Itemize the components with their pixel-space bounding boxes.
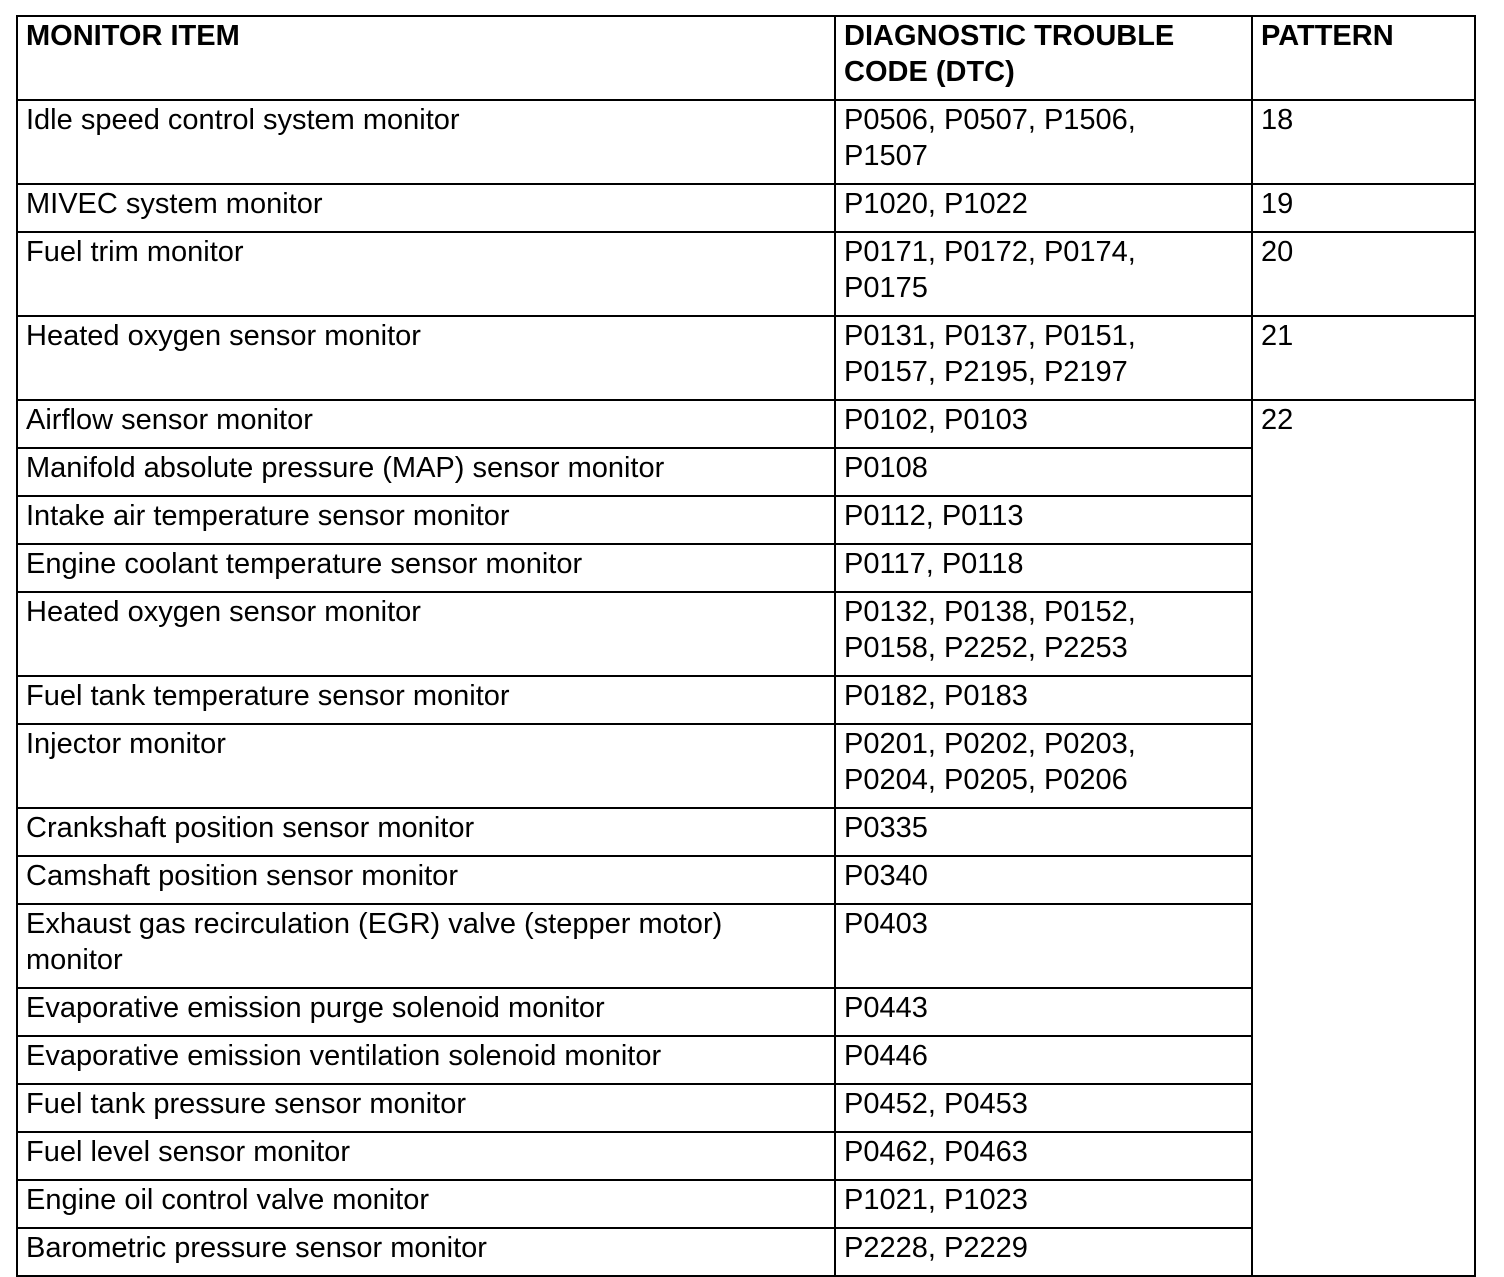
header-dtc: DIAGNOSTIC TROUBLE CODE (DTC): [835, 16, 1252, 100]
table-row: [17, 316, 1475, 400]
monitor-item-cell: Injector monitor: [17, 724, 835, 808]
monitor-item-cell: Engine coolant temperature sensor monitor: [17, 544, 835, 592]
dtc-cell: P0171, P0172, P0174, P0175: [835, 232, 1252, 316]
monitor-item-cell: Fuel trim monitor: [17, 232, 835, 316]
header-pattern: PATTERN: [1252, 16, 1475, 100]
monitor-item-cell: Fuel level sensor monitor: [17, 1132, 835, 1180]
dtc-cell: P0443: [835, 988, 1252, 1036]
dtc-cell: P1021, P1023: [835, 1180, 1252, 1228]
pattern-cell: 21: [1252, 316, 1475, 400]
pattern-cell: 22: [1252, 400, 1475, 1276]
monitor-item-cell: Evaporative emission purge solenoid monitor: [17, 988, 835, 1036]
monitor-item-cell: Exhaust gas recirculation (EGR) valve (stepper motor) monitor: [17, 904, 835, 988]
dtc-cell: P0112, P0113: [835, 496, 1252, 544]
pattern-cell: 18: [1252, 100, 1475, 184]
monitor-item-cell: Evaporative emission ventilation solenoid monitor: [17, 1036, 835, 1084]
dtc-cell: P0452, P0453: [835, 1084, 1252, 1132]
dtc-cell: P0132, P0138, P0152, P0158, P2252, P2253: [835, 592, 1252, 676]
monitor-item-cell: Heated oxygen sensor monitor: [17, 316, 835, 400]
header-monitor-item: MONITOR ITEM: [17, 16, 835, 100]
monitor-item-cell: Crankshaft position sensor monitor: [17, 808, 835, 856]
pattern-cell: 20: [1252, 232, 1475, 316]
dtc-cell: P0403: [835, 904, 1252, 988]
monitor-item-cell: Manifold absolute pressure (MAP) sensor monitor: [17, 448, 835, 496]
dtc-cell: P2228, P2229: [835, 1228, 1252, 1276]
dtc-cell: P0102, P0103: [835, 400, 1252, 448]
header-row: [17, 16, 1475, 100]
dtc-cell: P0506, P0507, P1506, P1507: [835, 100, 1252, 184]
dtc-cell: P0201, P0202, P0203, P0204, P0205, P0206: [835, 724, 1252, 808]
monitor-item-cell: Fuel tank temperature sensor monitor: [17, 676, 835, 724]
table-row: [17, 400, 1475, 448]
pattern-cell: 19: [1252, 184, 1475, 232]
monitor-item-cell: Intake air temperature sensor monitor: [17, 496, 835, 544]
dtc-cell: P0462, P0463: [835, 1132, 1252, 1180]
monitor-dtc-table: [16, 15, 1476, 1277]
dtc-cell: P0108: [835, 448, 1252, 496]
dtc-cell: P0182, P0183: [835, 676, 1252, 724]
dtc-cell: P1020, P1022: [835, 184, 1252, 232]
monitor-item-cell: Camshaft position sensor monitor: [17, 856, 835, 904]
table-row: [17, 100, 1475, 184]
dtc-cell: P0117, P0118: [835, 544, 1252, 592]
monitor-item-cell: Engine oil control valve monitor: [17, 1180, 835, 1228]
monitor-item-cell: MIVEC system monitor: [17, 184, 835, 232]
dtc-cell: P0340: [835, 856, 1252, 904]
dtc-cell: P0446: [835, 1036, 1252, 1084]
monitor-item-cell: Idle speed control system monitor: [17, 100, 835, 184]
monitor-item-cell: Barometric pressure sensor monitor: [17, 1228, 835, 1276]
monitor-item-cell: Heated oxygen sensor monitor: [17, 592, 835, 676]
dtc-cell: P0131, P0137, P0151, P0157, P2195, P2197: [835, 316, 1252, 400]
table-row: [17, 232, 1475, 316]
monitor-item-cell: Airflow sensor monitor: [17, 400, 835, 448]
monitor-item-cell: Fuel tank pressure sensor monitor: [17, 1084, 835, 1132]
dtc-cell: P0335: [835, 808, 1252, 856]
table-row: [17, 184, 1475, 232]
